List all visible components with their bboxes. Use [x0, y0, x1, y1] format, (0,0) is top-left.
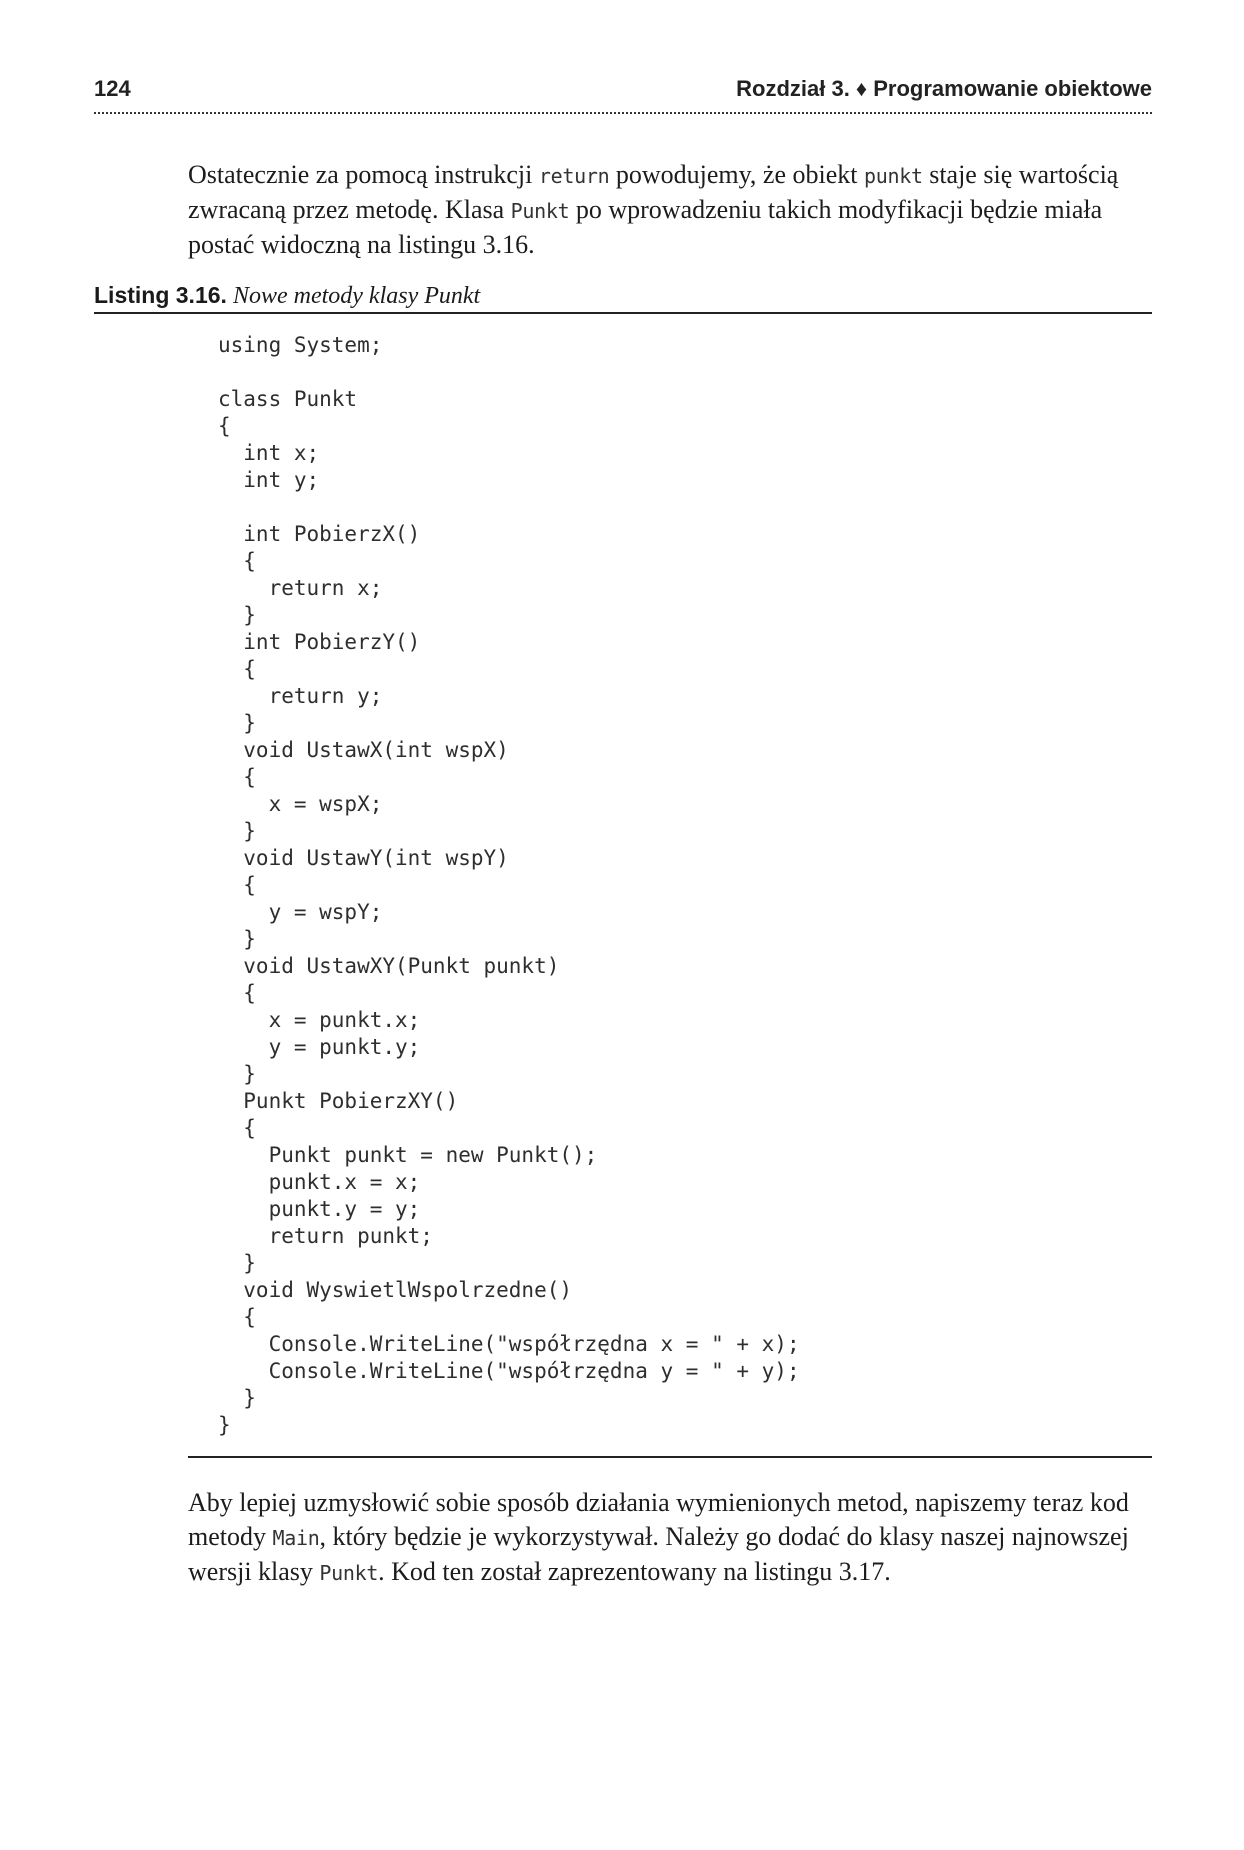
intro-line-3: postać widoczną na listingu 3.16.: [188, 230, 535, 259]
code-line: punkt.x = x;: [218, 1170, 421, 1194]
closing-line-3: [188, 1555, 1152, 1590]
code-line: Console.WriteLine("współrzędna x = " + x);: [218, 1332, 800, 1356]
listing-top-divider: [94, 312, 1152, 314]
code-line: }: [218, 603, 256, 627]
code-line: {: [218, 981, 256, 1005]
inline-code: return: [538, 164, 610, 188]
code-line: y = punkt.y;: [218, 1035, 421, 1059]
listing-label: Listing 3.16.: [94, 282, 227, 308]
code-line: {: [218, 657, 256, 681]
intro-text: po wprowadzeniu takich modyfikacji będzie miała: [569, 195, 1103, 224]
code-line: using System;: [218, 333, 383, 357]
running-head: Rozdział 3. ♦ Programowanie obiektowe: [736, 76, 1152, 101]
code-line: int x;: [218, 441, 320, 465]
inline-code: Main: [272, 1526, 320, 1550]
inline-code: Punkt: [510, 199, 570, 223]
code-line: Punkt PobierzXY(): [218, 1089, 459, 1113]
closing-text: . Kod ten został zaprezentowany na listingu 3.17.: [378, 1557, 891, 1586]
inline-code: Punkt: [319, 1561, 379, 1585]
code-line: [218, 359, 800, 386]
page-number: 124: [94, 76, 131, 101]
closing-text: wersji klasy: [188, 1557, 320, 1586]
code-line: y = wspY;: [218, 900, 383, 924]
code-line: }: [218, 1386, 256, 1410]
code-line: x = wspX;: [218, 792, 383, 816]
code-line: punkt.y = y;: [218, 1197, 421, 1221]
code-line: {: [218, 765, 256, 789]
code-line: class Punkt: [218, 387, 358, 411]
code-line: }: [218, 711, 256, 735]
page-header: [94, 76, 1152, 106]
header-divider: [94, 112, 1152, 114]
code-line: }: [218, 1062, 256, 1086]
code-line: int PobierzY(): [218, 630, 421, 654]
intro-text: Ostatecznie za pomocą instrukcji: [188, 160, 539, 189]
intro-line-2: [188, 193, 1152, 228]
listing-title: Nowe metody klasy Punkt: [232, 283, 481, 309]
closing-line-2: [188, 1520, 1152, 1555]
code-line: int y;: [218, 468, 320, 492]
intro-text: zwracaną przez metodę. Klasa: [188, 195, 511, 224]
intro-text: powodujemy, że obiekt: [609, 160, 864, 189]
code-line: Console.WriteLine("współrzędna y = " + y);: [218, 1359, 800, 1383]
code-line: void UstawX(int wspX): [218, 738, 509, 762]
code-line: int PobierzX(): [218, 522, 421, 546]
code-line: void UstawXY(Punkt punkt): [218, 954, 560, 978]
code-line: x = punkt.x;: [218, 1008, 421, 1032]
code-line: }: [218, 819, 256, 843]
code-line: return punkt;: [218, 1224, 433, 1248]
code-line: {: [218, 1305, 256, 1329]
intro-paragraph: [188, 158, 1152, 262]
code-line: {: [218, 414, 231, 438]
code-line: void UstawY(int wspY): [218, 846, 509, 870]
code-listing: [218, 332, 800, 1439]
code-line: return y;: [218, 684, 383, 708]
code-line: Punkt punkt = new Punkt();: [218, 1143, 598, 1167]
inline-code: punkt: [863, 164, 923, 188]
intro-line-1: [188, 158, 1152, 193]
code-line: }: [218, 1413, 231, 1437]
code-line: {: [218, 549, 256, 573]
listing-bottom-divider: [188, 1456, 1152, 1458]
closing-paragraph: [188, 1486, 1152, 1590]
code-line: void WyswietlWspolrzedne(): [218, 1278, 573, 1302]
code-line: }: [218, 927, 256, 951]
closing-line-1: Aby lepiej uzmysłowić sobie sposób działania wymienionych metod, napiszemy teraz kod: [188, 1488, 1129, 1517]
closing-text: metody: [188, 1522, 273, 1551]
code-line: }: [218, 1251, 256, 1275]
code-line: [218, 494, 800, 521]
code-line: {: [218, 873, 256, 897]
intro-text: staje się wartością: [922, 160, 1119, 189]
closing-text: , który będzie je wykorzystywał. Należy go dodać do klasy naszej najnowszej: [319, 1522, 1129, 1551]
code-line: return x;: [218, 576, 383, 600]
listing-caption: [94, 282, 1152, 310]
code-line: {: [218, 1116, 256, 1140]
